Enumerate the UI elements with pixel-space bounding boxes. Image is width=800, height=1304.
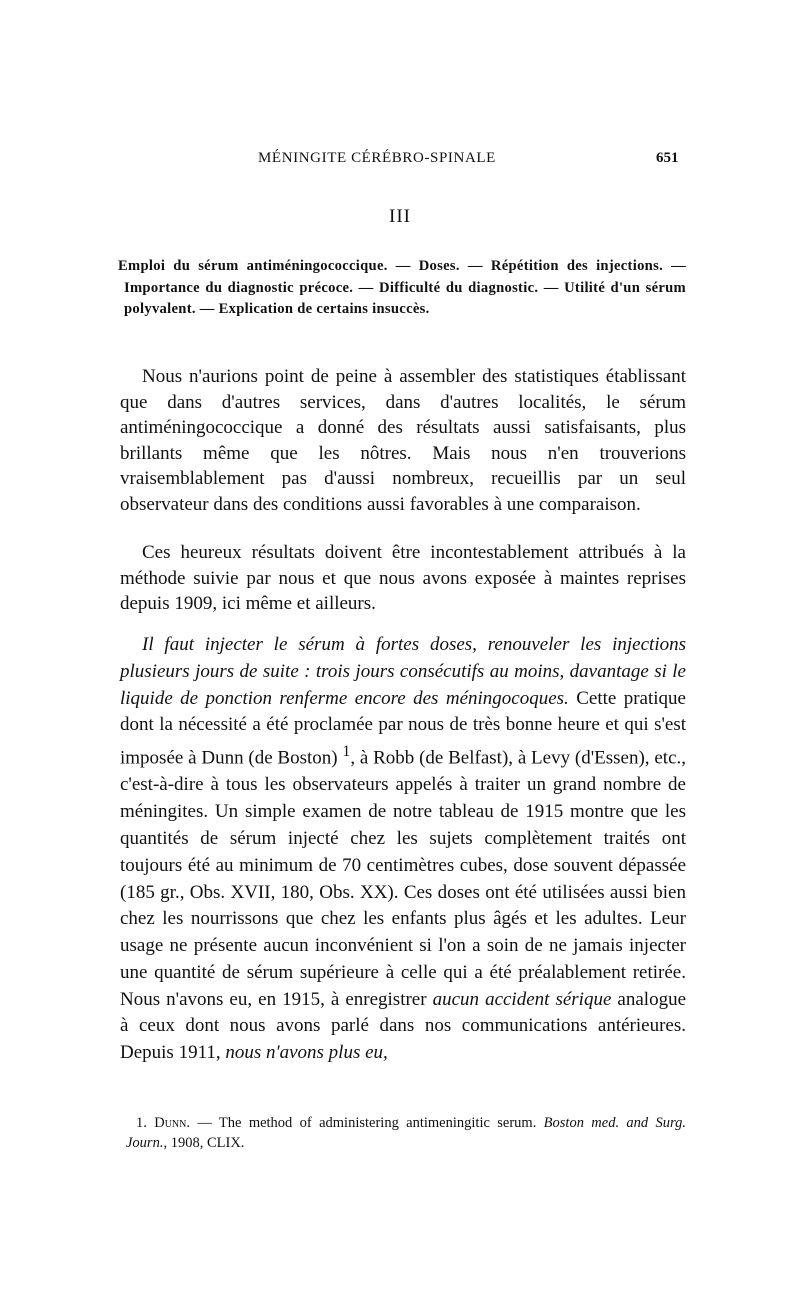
- footnote-text: — The method of administering antimeningitic serum.: [190, 1115, 544, 1131]
- paragraph-3-italic-3: nous n'avons plus eu,: [225, 1042, 388, 1064]
- footnote-citation: , 1908, CLIX.: [163, 1134, 245, 1151]
- paragraph-2: Ces heureux résultats doivent être incontestablement attribués à la méthode suivie par nous et que nous avons exposée à maintes reprises depuis 1909, ici même et ailleurs.: [120, 542, 686, 615]
- running-head: [0, 150, 800, 174]
- paragraph-3: [120, 632, 686, 1067]
- paragraph-1: Nous n'aurions point de peine à assembler des statistiques établissant que dans d'autres services, dans d'autres localités, le sérum antiméningococcique a donné des résultats aussi satisfaisants, plus brillants même que les nôtres. Mais nous n'en trouverions vraisemblablement pas d'aussi nombreux, recueillis par un seul observateur dans des conditions aussi favorables à une comparaison.: [120, 366, 686, 515]
- paragraph-3-text-a: Cette pratique dont la nécessité a été proclamée par nous de très bonne heure et qui s'est imposée à Dunn (de Boston): [120, 687, 686, 769]
- footnote-journal: Boston med. and Surg. Journ.: [126, 1115, 686, 1151]
- section-number: III: [389, 206, 411, 227]
- footnote: [126, 1114, 686, 1153]
- paragraph-3-italic: Il faut injecter le sérum à fortes doses, renouveler les injections plusieurs jours de suite : trois jours consécutifs au moins, davantage si le liquide de ponction renferme encore des méningocoques.: [120, 634, 686, 709]
- running-title: MÉNINGITE CÉRÉBRO-SPINALE: [258, 150, 496, 166]
- paragraph-3-text-b: , à Robb (de Belfast), à Levy (d'Essen), etc., c'est-à-dire à tous les observateurs appelés à traiter un grand nombre de méningites. Un simple examen de notre tableau de 1915 montre que les quantités de sérum injecté chez les sujets complètement traités ont toujours été au minimum de 70 centimètres cubes, dose souvent dépassée (185 gr., Obs. XVII, 180, Obs. XX). Ces doses ont été utilisées aussi bien chez les nourrissons que chez les enfants plus âgés et les adultes. Leur usage ne présente aucun inconvénient si l'on a soin de ne jamais injecter une quantité de sérum supérieure à celle qui a été préalablement retirée. Nous n'avons eu, en 1915, à enregistrer: [120, 747, 686, 1010]
- paragraph-3-italic-2: aucun accident sérique: [432, 988, 612, 1010]
- section-summary: Emploi du sérum antiméningococcique. — Doses. — Répétition des injections. — Importance du diagnostic précoce. — Difficulté du diagnostic. — Utilité d'un sérum polyvalent. — Explication de certains insuccès.: [118, 258, 686, 318]
- paragraph-3-text-c: analogue à ceux dont nous avons parlé dans nos communications antérieures. Depuis 1911,: [120, 988, 686, 1064]
- page-number: 651: [656, 150, 679, 166]
- footnote-number: 1.: [136, 1115, 147, 1131]
- footnote-author: Dunn.: [154, 1115, 190, 1131]
- footnote-reference: 1: [342, 743, 351, 761]
